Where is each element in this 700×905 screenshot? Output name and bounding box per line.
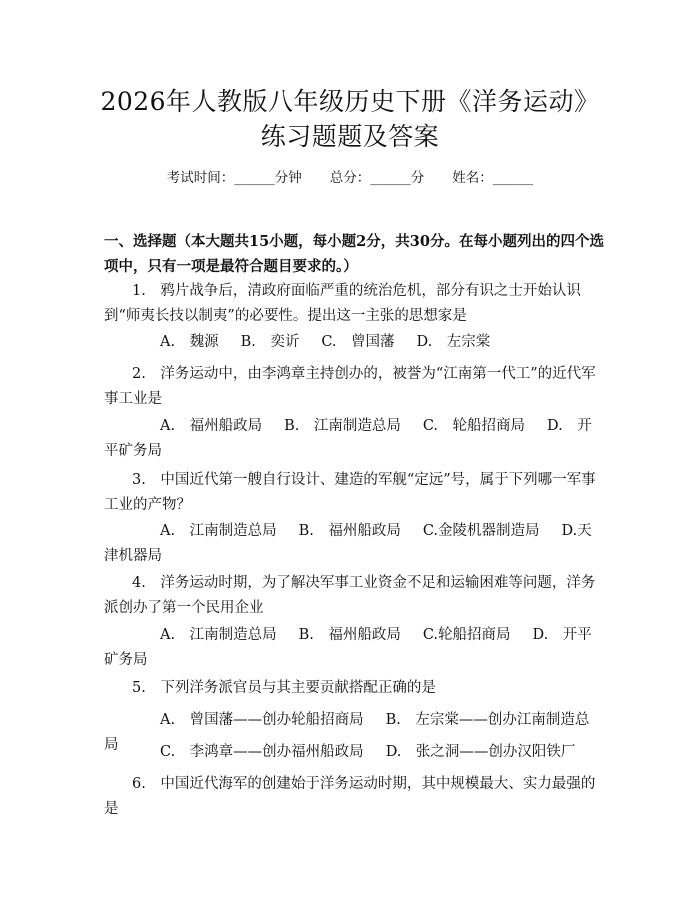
document-title-line2: 练习题题及答案 — [260, 122, 440, 151]
question-5-stem: 5. 下列洋务派官员与其主要贡献搭配正确的是 — [132, 680, 436, 696]
exam-info — [0, 168, 700, 188]
question-3-option-a: A. 江南制造总局 — [160, 523, 277, 539]
question-2-option-a: A. 福州船政局 — [160, 418, 263, 434]
student-name: 姓名：______ — [452, 170, 534, 186]
question-4-option-c: C.轮船招商局 — [422, 627, 511, 643]
total-score: 总分：______分 — [329, 170, 425, 186]
question-1-option-a: A. 魏源 — [160, 334, 219, 350]
question-5-option-a: A. 曾国藩——创办轮船招商局 — [160, 712, 364, 728]
question-2-option-c: C. 轮船招商局 — [422, 418, 526, 434]
document-title-line1: 2026年人教版八年级历史下册《洋务运动》 — [100, 87, 600, 116]
question-1-option-c: C. 曾国藩 — [321, 334, 395, 350]
question-3-stem: 3. 中国近代第一艘自行设计、建造的军舰“定远”号，属于下列哪一军事工业的产物？ — [104, 472, 596, 513]
question-5-option-d: D. 张之洞——创办汉阳铁厂 — [385, 744, 576, 760]
question-5-options-row2 — [104, 740, 600, 765]
question-4-stem: 4. 洋务运动时期，为了解决军事工业资金不足和运输困难等问题，洋务派创办了第一个民用企业 — [104, 575, 596, 616]
question-2-option-b: B. 江南制造总局 — [284, 418, 401, 434]
question-2-options — [104, 414, 600, 464]
question-2-option-d: D. 开平矿务局 — [104, 418, 592, 459]
exam-time: 考试时间：______分钟 — [166, 170, 302, 186]
question-1-stem: 1. 鸦片战争后，清政府面临严重的统治危机，部分有识之士开始认识到“师夷长技以制夷”的必要性。提出这一主张的思想家是 — [104, 283, 581, 324]
question-5-option-b: B. 左宗棠——创办江南制造总局 — [104, 712, 590, 753]
question-4-option-b: B. 福州船政局 — [298, 627, 401, 643]
question-1-options — [104, 330, 600, 355]
question-4-option-d: D. 开平矿务局 — [104, 627, 592, 668]
question-1-option-d: D. 左宗棠 — [416, 334, 491, 350]
question-3-option-c: C.金陵机器制造局 — [422, 523, 540, 539]
question-3-option-d: D.天津机器局 — [104, 523, 592, 564]
question-3-options — [104, 519, 600, 569]
question-3-option-b: B. 福州船政局 — [298, 523, 401, 539]
question-1-option-b: B. 奕䜣 — [240, 334, 300, 350]
question-4-options — [104, 623, 600, 673]
question-4-option-a: A. 江南制造总局 — [160, 627, 277, 643]
question-5-option-c: C. 李鸿章——创办福州船政局 — [160, 744, 364, 760]
section-heading: 一、选择题（本大题共15小题，每小题2分，共30分。在每小题列出的四个选项中，只有一项是最符合题目要求的。） — [104, 233, 604, 275]
question-2-stem: 2. 洋务运动中，由李鸿章主持创办的，被誉为“江南第一代工”的近代军事工业是 — [104, 366, 596, 407]
question-6-stem: 6. 中国近代海军的创建始于洋务运动时期，其中规模最大、实力最强的是 — [104, 776, 596, 817]
